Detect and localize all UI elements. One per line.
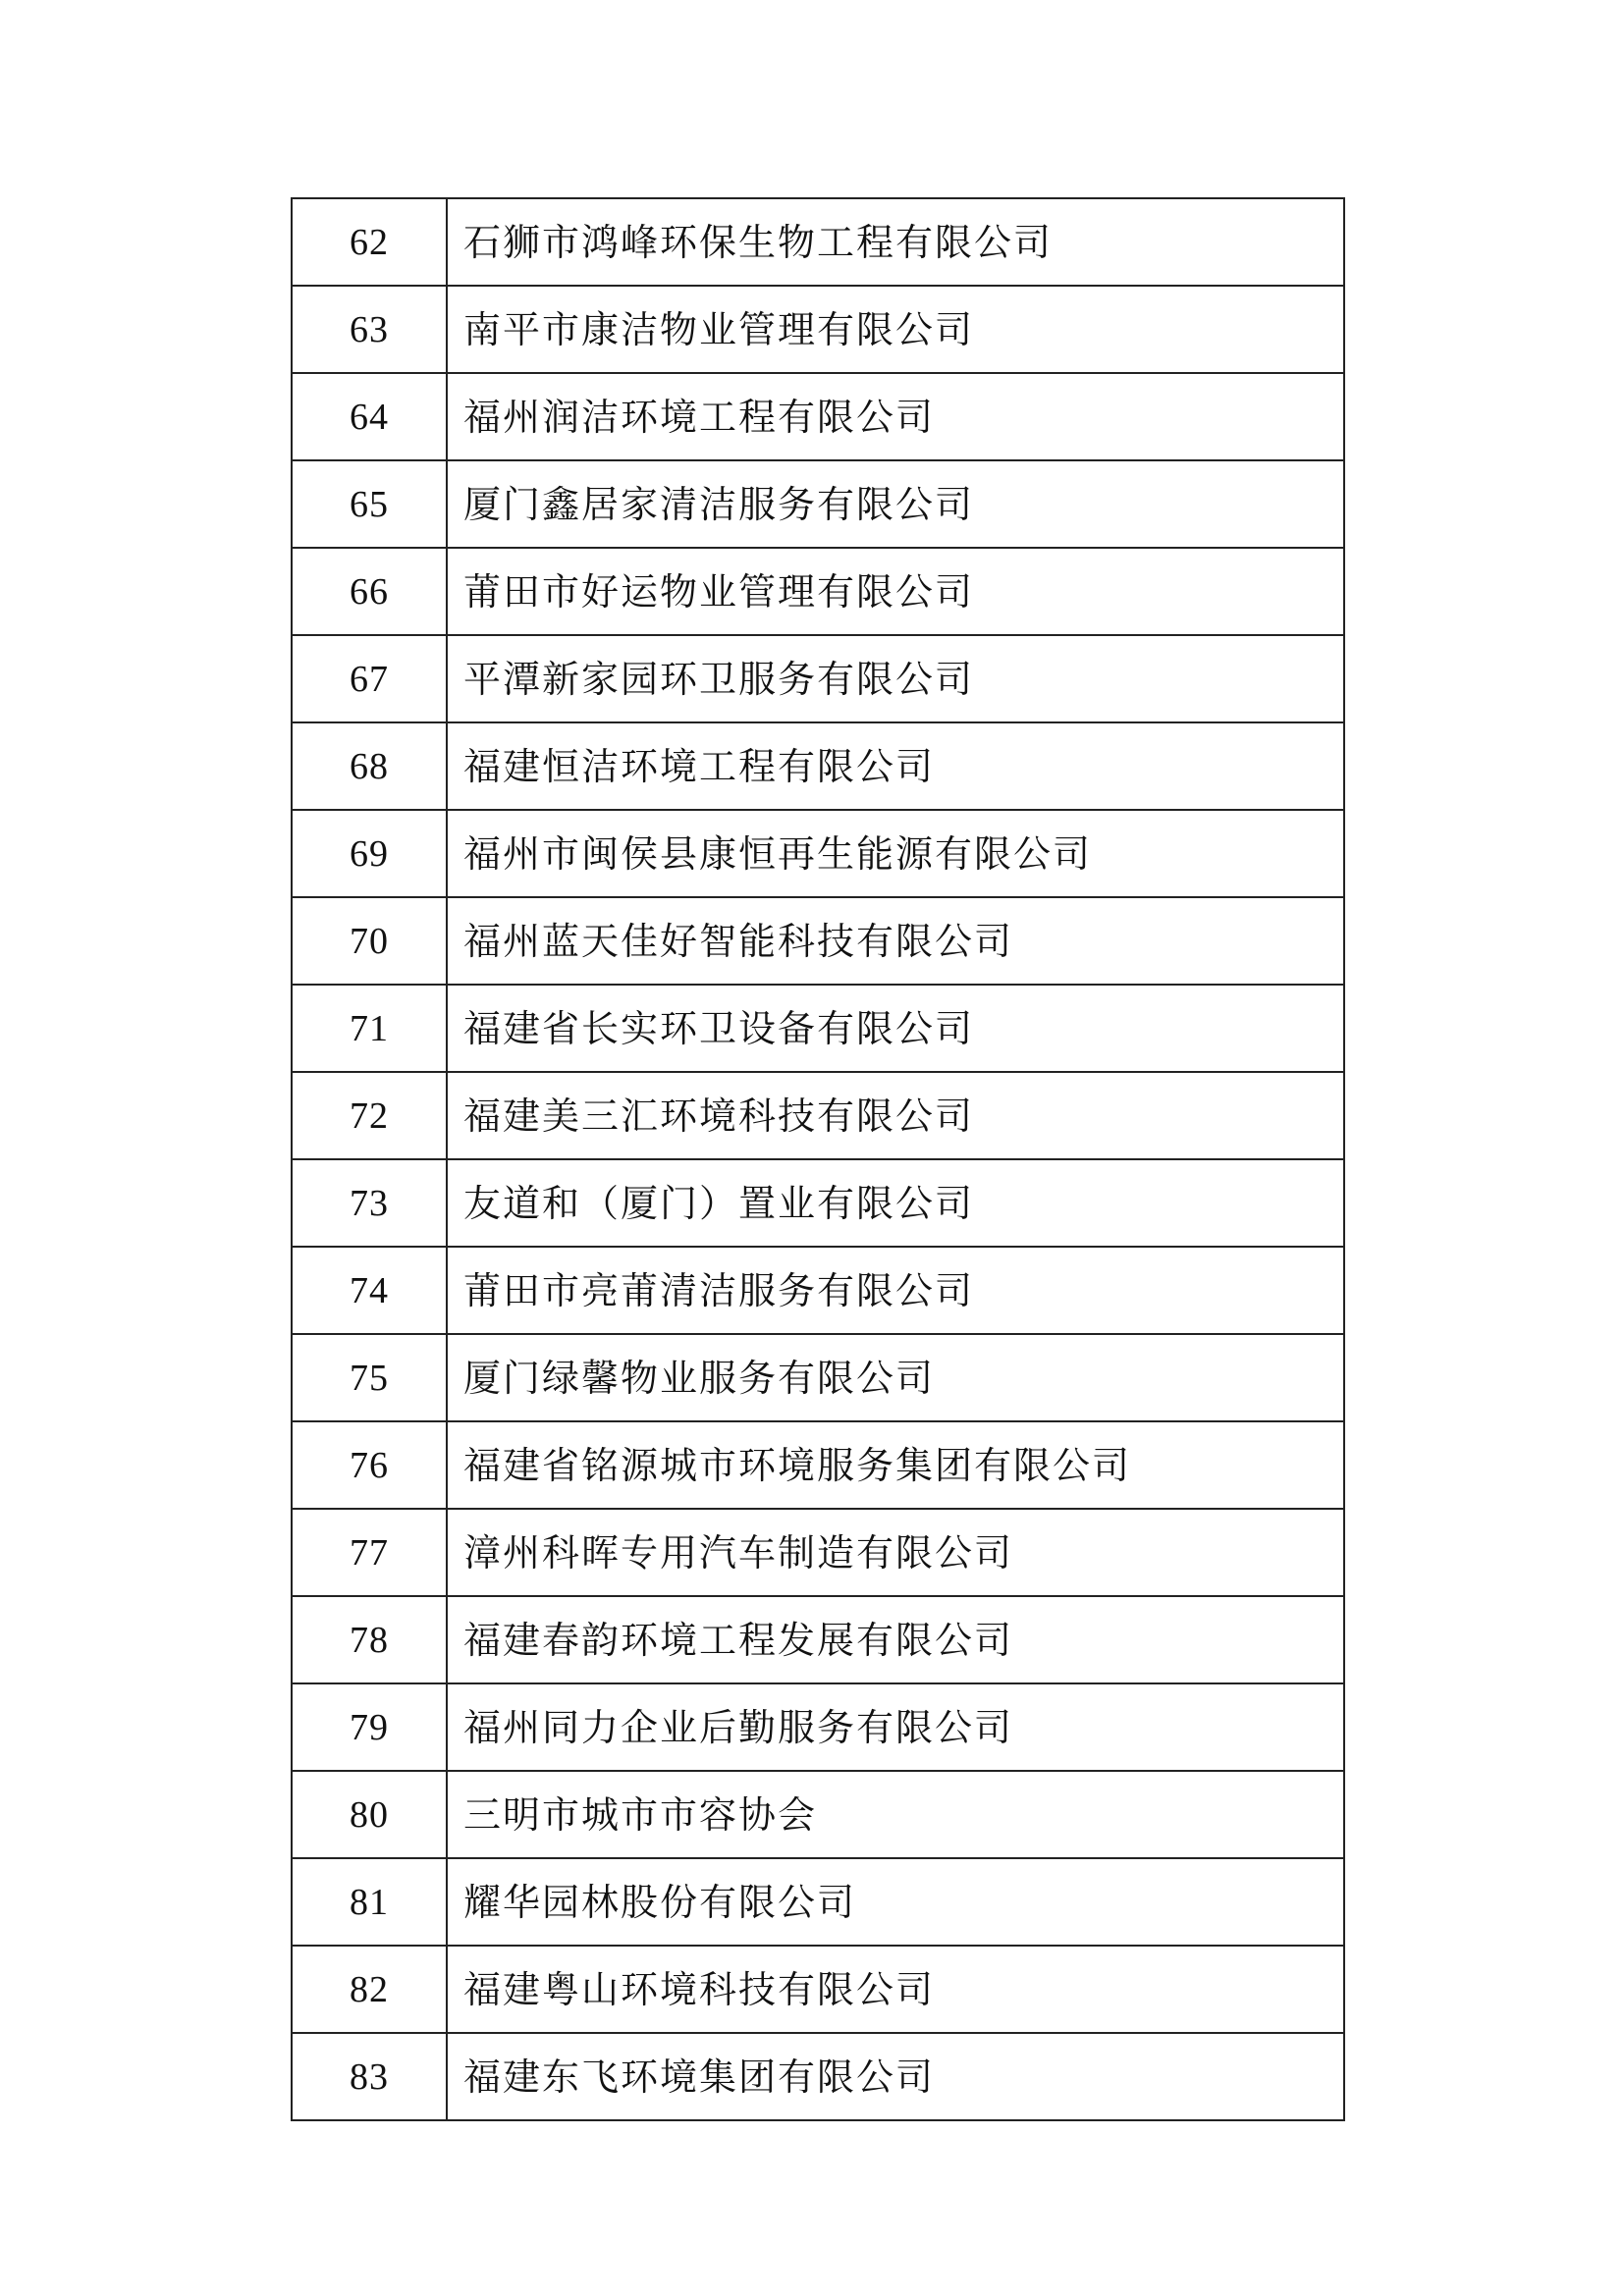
row-number-cell: 80 [292, 1771, 447, 1858]
table-row [292, 1072, 1344, 1159]
table-row [292, 1683, 1344, 1771]
row-number-cell: 83 [292, 2033, 447, 2120]
company-name-cell: 友道和（厦门）置业有限公司 [447, 1159, 1344, 1247]
table-row [292, 460, 1344, 548]
company-name-cell: 厦门绿馨物业服务有限公司 [447, 1334, 1344, 1421]
table-row [292, 548, 1344, 635]
row-number-cell: 72 [292, 1072, 447, 1159]
row-number-cell: 76 [292, 1421, 447, 1509]
table-row [292, 373, 1344, 460]
table-row [292, 1596, 1344, 1683]
table-row [292, 722, 1344, 810]
row-number-cell: 62 [292, 198, 447, 286]
row-number-cell: 71 [292, 985, 447, 1072]
company-name-cell: 福建省铭源城市环境服务集团有限公司 [447, 1421, 1344, 1509]
company-name-cell: 南平市康洁物业管理有限公司 [447, 286, 1344, 373]
company-name-cell: 耀华园林股份有限公司 [447, 1858, 1344, 1946]
table-row [292, 1509, 1344, 1596]
company-name-cell: 福建粤山环境科技有限公司 [447, 1946, 1344, 2033]
company-name-cell: 莆田市亮莆清洁服务有限公司 [447, 1247, 1344, 1334]
row-number-cell: 75 [292, 1334, 447, 1421]
table-row [292, 1159, 1344, 1247]
company-list-table [291, 197, 1345, 2121]
row-number-cell: 81 [292, 1858, 447, 1946]
row-number-cell: 79 [292, 1683, 447, 1771]
company-name-cell: 福州蓝天佳好智能科技有限公司 [447, 897, 1344, 985]
company-name-cell: 福州市闽侯县康恒再生能源有限公司 [447, 810, 1344, 897]
row-number-cell: 65 [292, 460, 447, 548]
company-name-cell: 福建美三汇环境科技有限公司 [447, 1072, 1344, 1159]
company-list-table-container [291, 197, 1345, 2121]
row-number-cell: 73 [292, 1159, 447, 1247]
table-row [292, 1334, 1344, 1421]
table-row [292, 897, 1344, 985]
row-number-cell: 74 [292, 1247, 447, 1334]
company-name-cell: 福建东飞环境集团有限公司 [447, 2033, 1344, 2120]
table-row [292, 1771, 1344, 1858]
row-number-cell: 69 [292, 810, 447, 897]
row-number-cell: 63 [292, 286, 447, 373]
row-number-cell: 64 [292, 373, 447, 460]
table-row [292, 1247, 1344, 1334]
table-row [292, 2033, 1344, 2120]
table-row [292, 1946, 1344, 2033]
table-row [292, 198, 1344, 286]
table-row [292, 1421, 1344, 1509]
company-name-cell: 平潭新家园环卫服务有限公司 [447, 635, 1344, 722]
table-row [292, 635, 1344, 722]
company-name-cell: 福州同力企业后勤服务有限公司 [447, 1683, 1344, 1771]
company-name-cell: 福建省长实环卫设备有限公司 [447, 985, 1344, 1072]
row-number-cell: 67 [292, 635, 447, 722]
row-number-cell: 78 [292, 1596, 447, 1683]
table-body [292, 198, 1344, 2120]
company-name-cell: 福州润洁环境工程有限公司 [447, 373, 1344, 460]
company-name-cell: 三明市城市市容协会 [447, 1771, 1344, 1858]
company-name-cell: 福建恒洁环境工程有限公司 [447, 722, 1344, 810]
row-number-cell: 66 [292, 548, 447, 635]
company-name-cell: 福建春韵环境工程发展有限公司 [447, 1596, 1344, 1683]
row-number-cell: 77 [292, 1509, 447, 1596]
company-name-cell: 石狮市鸿峰环保生物工程有限公司 [447, 198, 1344, 286]
row-number-cell: 82 [292, 1946, 447, 2033]
row-number-cell: 70 [292, 897, 447, 985]
table-row [292, 810, 1344, 897]
company-name-cell: 漳州科晖专用汽车制造有限公司 [447, 1509, 1344, 1596]
table-row [292, 1858, 1344, 1946]
table-row [292, 286, 1344, 373]
company-name-cell: 厦门鑫居家清洁服务有限公司 [447, 460, 1344, 548]
row-number-cell: 68 [292, 722, 447, 810]
table-row [292, 985, 1344, 1072]
company-name-cell: 莆田市好运物业管理有限公司 [447, 548, 1344, 635]
